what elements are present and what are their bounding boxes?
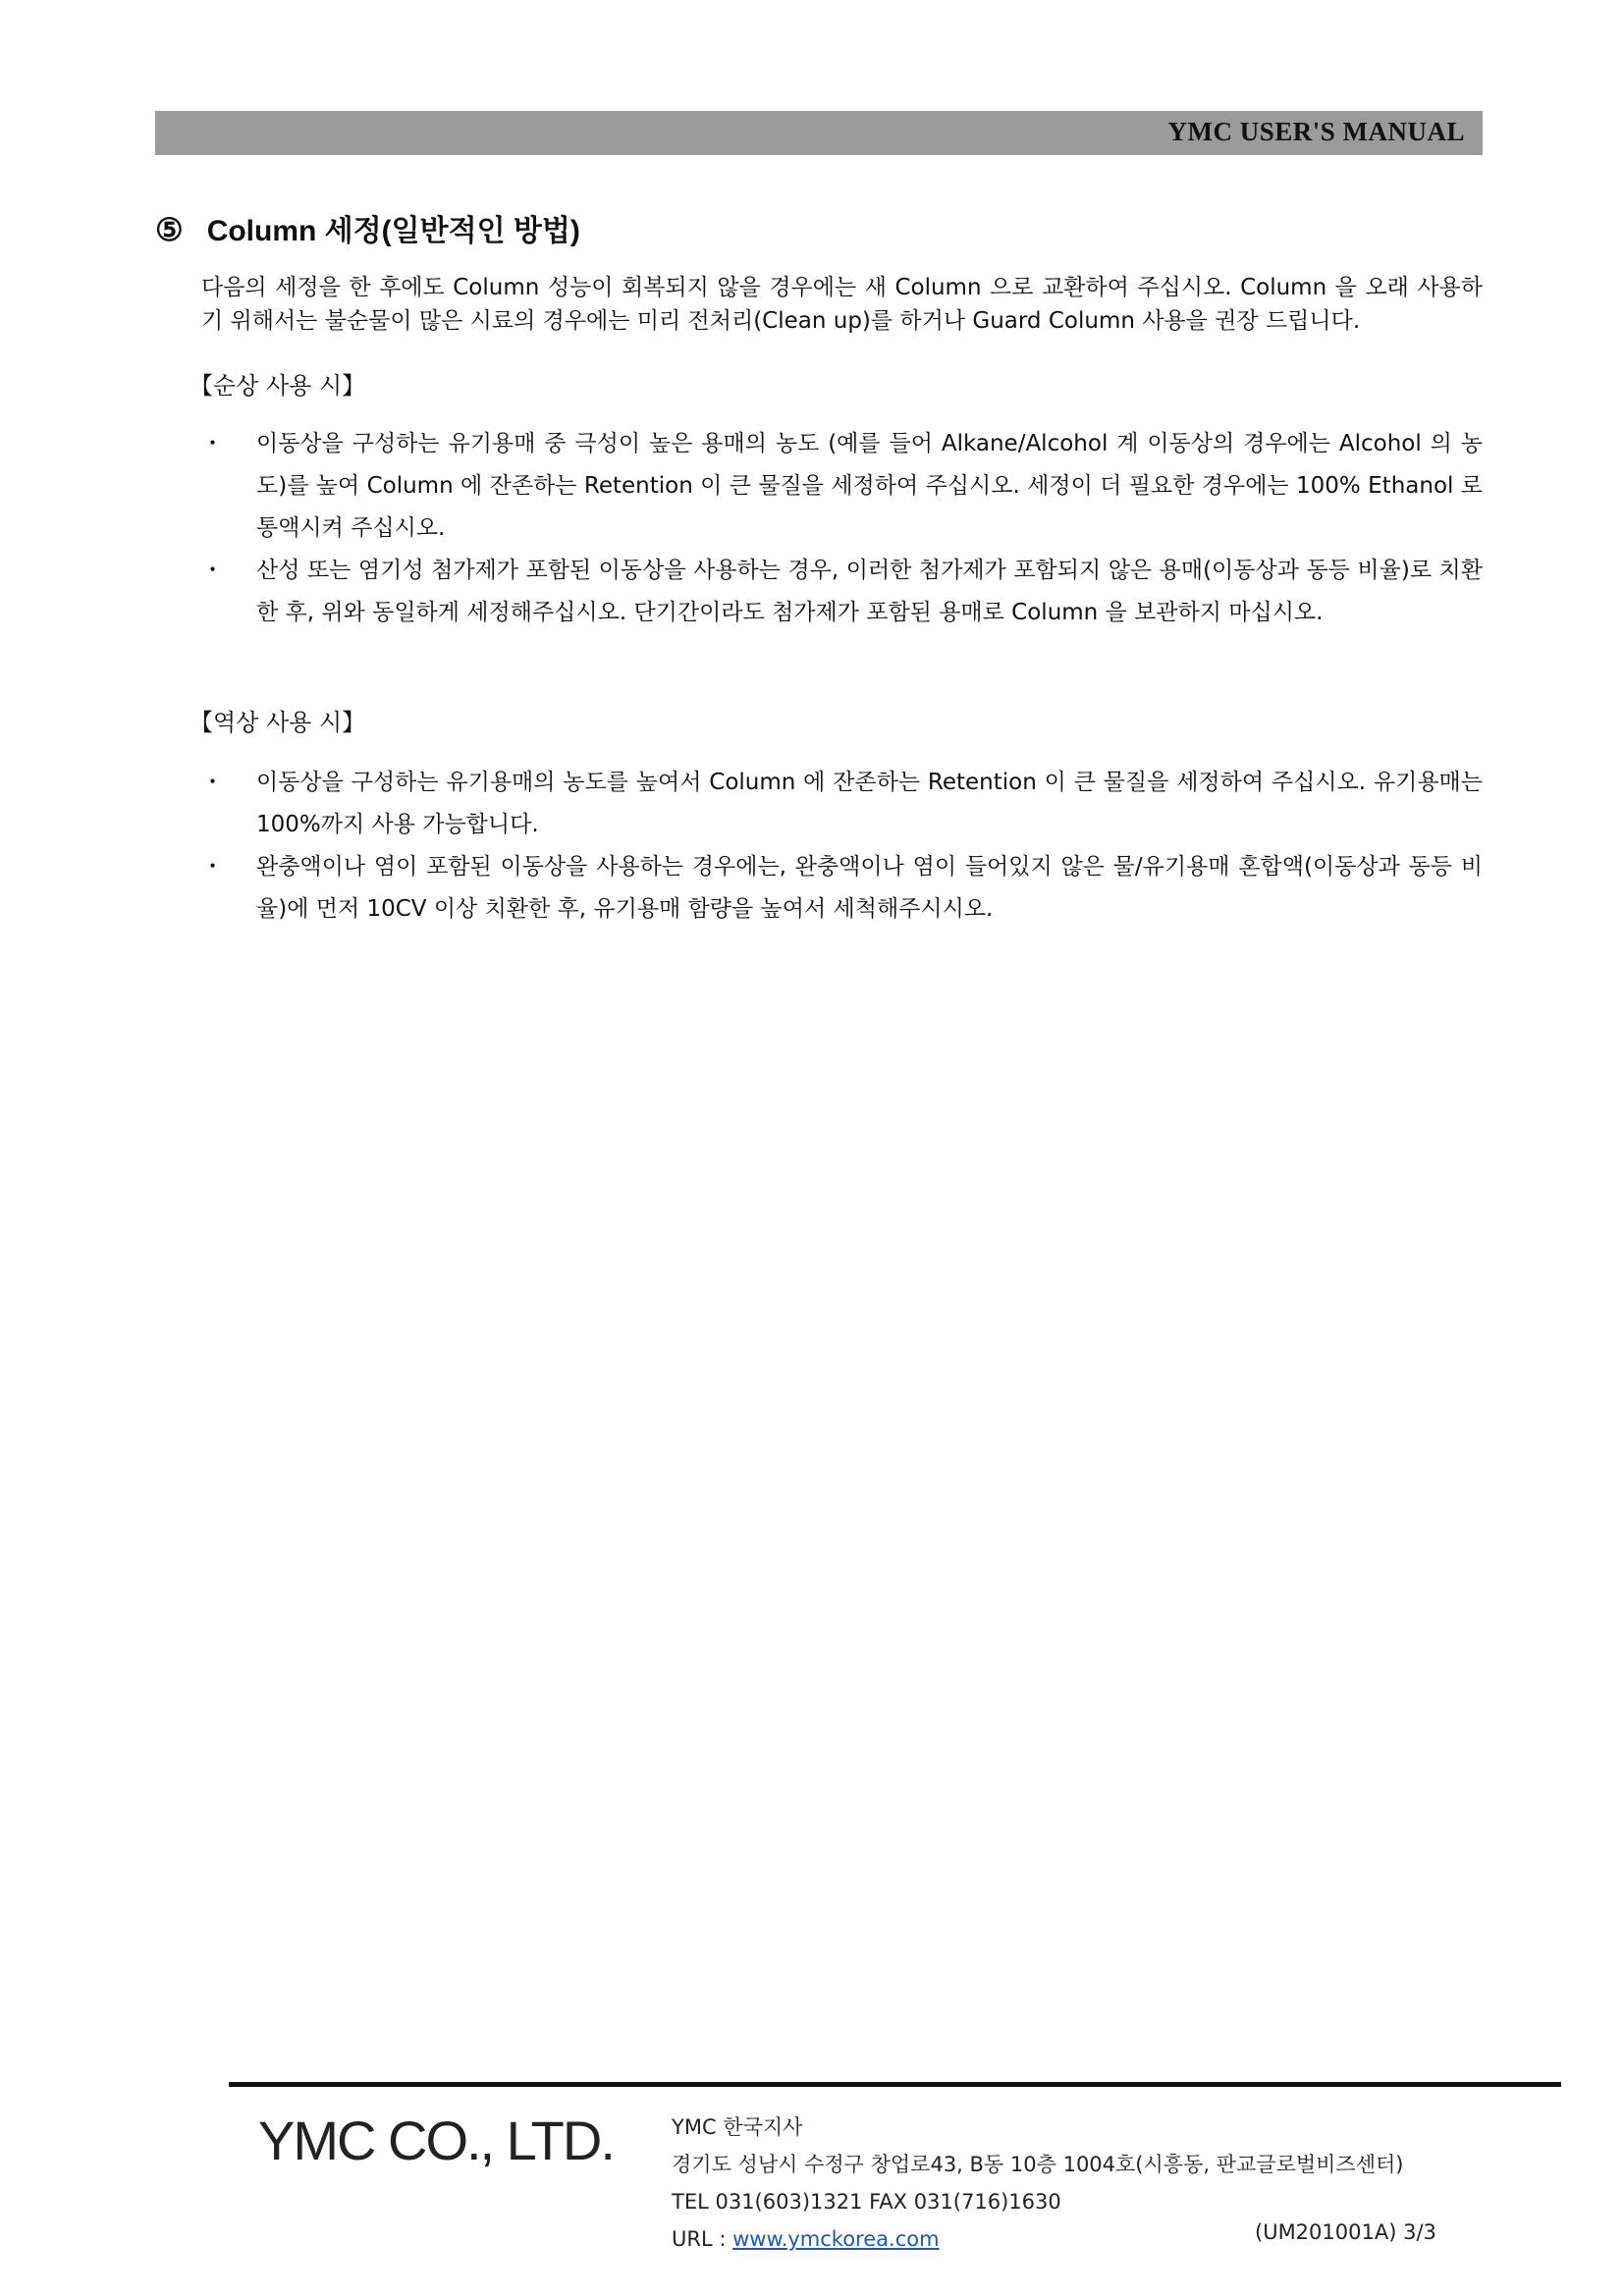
header-title: YMC USER'S MANUAL	[1167, 117, 1465, 146]
normal-phase-list	[201, 423, 1483, 634]
list-item: ・ 완충액이나 염이 포함된 이동상을 사용하는 경우에는, 완충액이나 염이 들어있지 않은 물/유기용매 혼합액(이동상과 동등 비율)에 먼저 10CV 이상 치환한 후, 유기용매 함량을 높여서 세척해주시시오.	[201, 846, 1483, 931]
bullet-icon: ・	[201, 431, 224, 456]
header-bar	[155, 111, 1483, 155]
company-logo: YMC CO., LTD.	[258, 2109, 614, 2171]
intro-paragraph: 다음의 세정을 한 후에도 Column 성능이 회복되지 않을 경우에는 새 Column 으로 교환하여 주십시오. Column 을 오래 사용하기 위해서는 불순물이 많은 시료의 경우에는 미리 전처리(Clean up)를 하거나 Guard Column 사용을 권장 드립니다.	[201, 275, 1483, 334]
footer-divider	[229, 2082, 1561, 2087]
list-item: ・ 이동상을 구성하는 유기용매 중 극성이 높은 용매의 농도 (예를 들어 Alkane/Alcohol 계 이동상의 경우에는 Alcohol 의 농도)를 높여 Column 에 잔존하는 Retention 이 큰 물질을 세정하여 주십시오. 세정이 더 필요한 경우에는 100% Ethanol 로 통액시켜 주십시오.	[201, 423, 1483, 550]
section-number: ⑤	[155, 212, 184, 247]
list-item: ・ 이동상을 구성하는 유기용매의 농도를 높여서 Column 에 잔존하는 Retention 이 큰 물질을 세정하여 주십시오. 유기용매는 100%까지 사용 가능합니다.	[201, 762, 1483, 846]
tel-fax: TEL 031(603)1321 FAX 031(716)1630	[672, 2190, 1061, 2214]
reverse-phase-heading: 【역상 사용 시】	[189, 709, 366, 736]
reverse-phase-list	[201, 762, 1483, 931]
list-item: ・ 산성 또는 염기성 첨가제가 포함된 이동상을 사용하는 경우, 이러한 첨가제가 포함되지 않은 용매(이동상과 동등 비율)로 치환한 후, 위와 동일하게 세정해주십시오. 단기간이라도 첨가제가 포함된 용매로 Column 을 보관하지 마십시오.	[201, 550, 1483, 634]
normal-phase-heading: 【순상 사용 시】	[189, 372, 366, 400]
section-title	[155, 206, 580, 249]
website-link[interactable]: www.ymckorea.com	[732, 2227, 940, 2251]
branch-name: YMC 한국지사	[672, 2115, 803, 2139]
section-title-text: Column 세정(일반적인 방법)	[206, 215, 580, 247]
document-code: (UM201001A) 3/3	[1255, 2220, 1436, 2244]
url-label: URL :	[672, 2227, 733, 2251]
bullet-icon: ・	[201, 558, 224, 583]
bullet-icon: ・	[201, 770, 224, 795]
bullet-icon: ・	[201, 854, 224, 880]
address: 경기도 성남시 수정구 창업로43, B동 10층 1004호(시흥동, 판교글로벌비즈센터)	[672, 2153, 1404, 2176]
